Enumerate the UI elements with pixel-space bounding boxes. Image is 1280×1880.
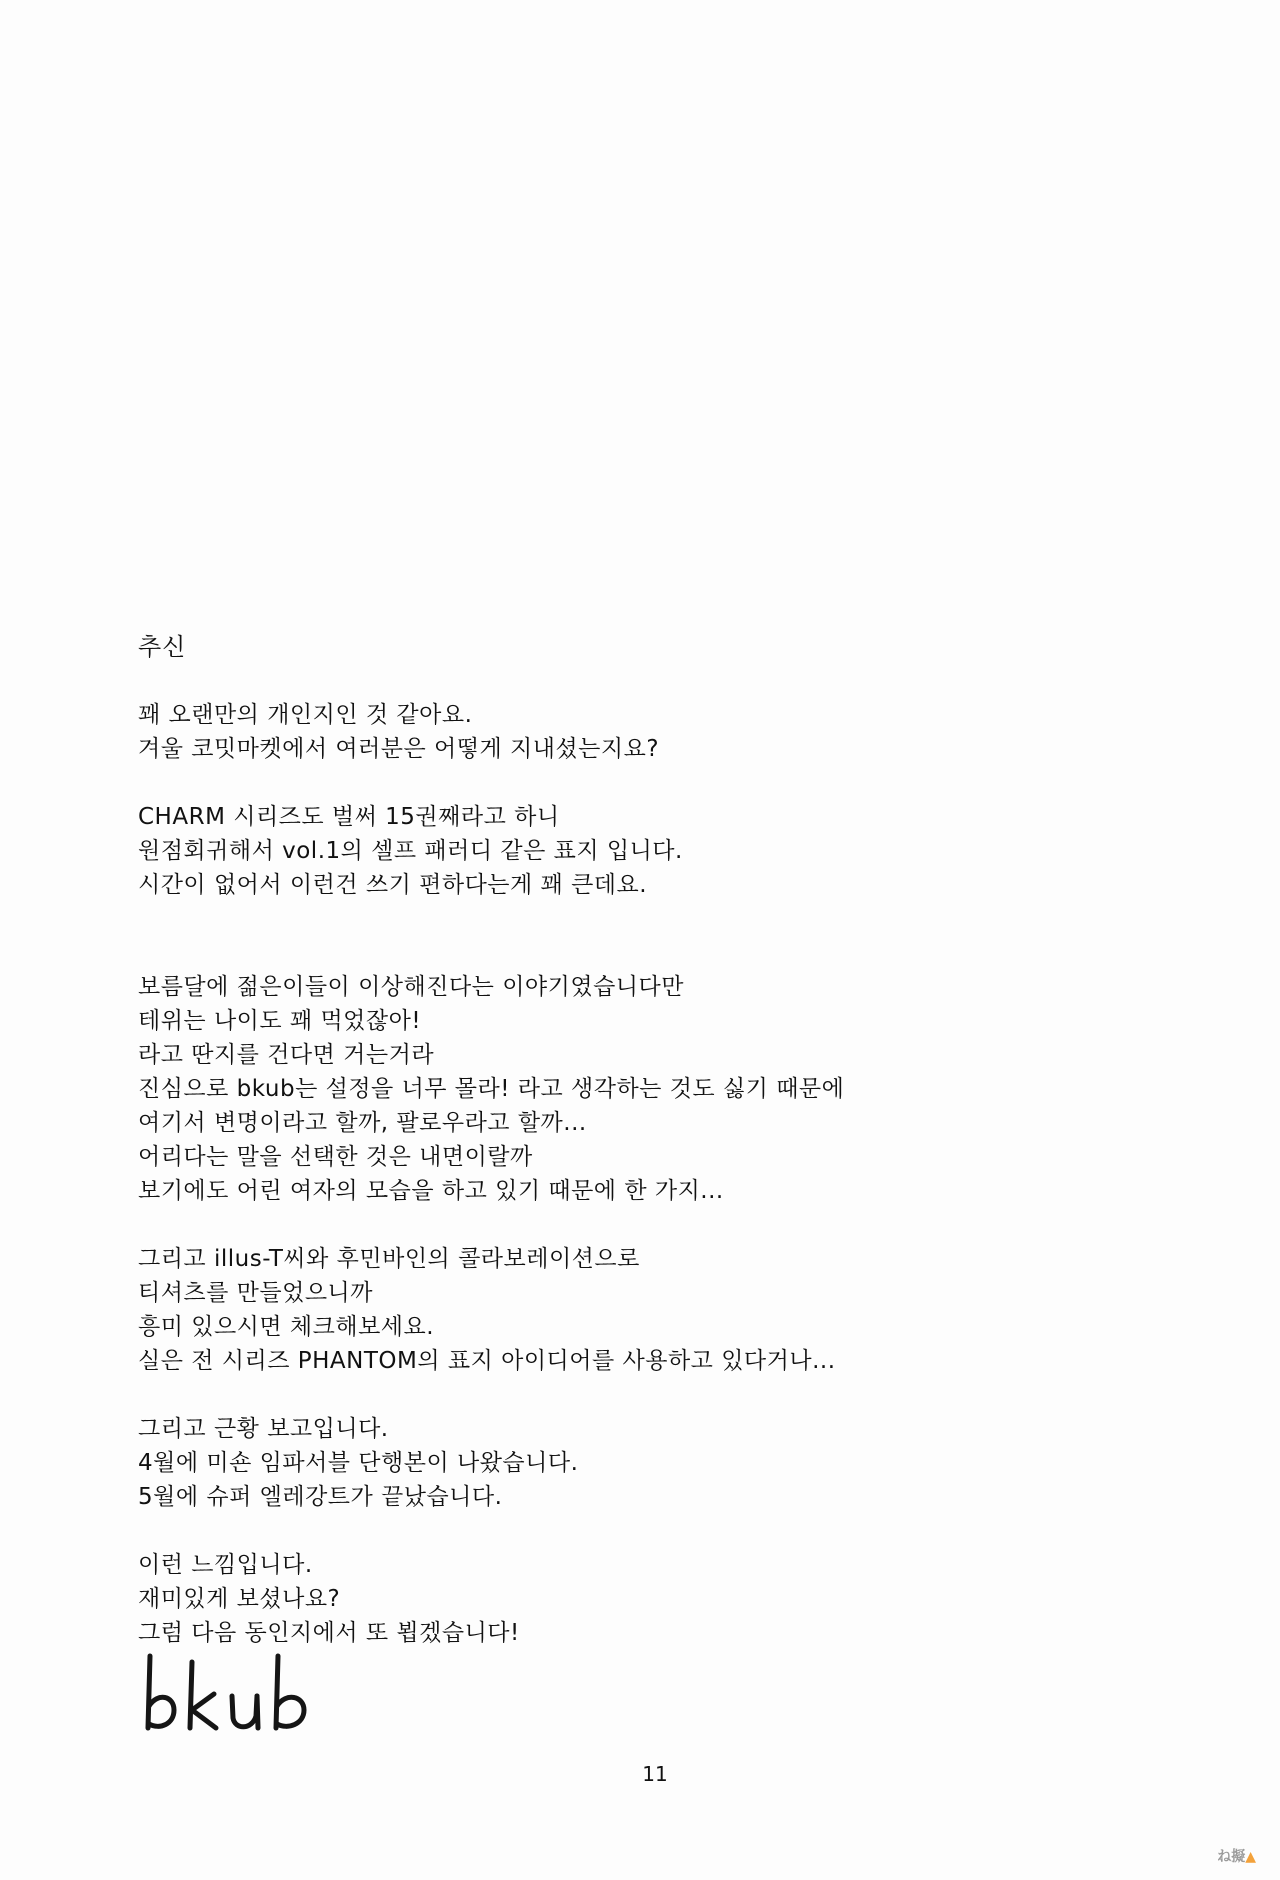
- text-line: 이런 느낌입니다.: [138, 1552, 313, 1578]
- text-line: 그럼 다음 동인지에서 또 뵙겠습니다!: [138, 1620, 520, 1646]
- watermark-text: ね擬: [1217, 1849, 1246, 1865]
- text-line: 실은 전 시리즈 PHANTOM의 표지 아이디어를 사용하고 있다거나...: [138, 1348, 836, 1374]
- text-line: 어리다는 말을 선택한 것은 내면이랄까: [138, 1144, 533, 1170]
- paragraph-2: [138, 800, 1138, 902]
- text-line: 꽤 오랜만의 개인지인 것 같아요.: [138, 702, 473, 728]
- text-line: 5월에 슈퍼 엘레강트가 끝났습니다.: [138, 1484, 503, 1510]
- text-line: 여기서 변명이라고 할까, 팔로우라고 할까...: [138, 1110, 587, 1136]
- text-line: 보기에도 어린 여자의 모습을 하고 있기 때문에 한 가지...: [138, 1178, 724, 1204]
- flame-icon: ▲: [1245, 1849, 1256, 1865]
- text-line: CHARM 시리즈도 벌써 15권째라고 하니: [138, 804, 560, 830]
- text-line: 흥미 있으시면 체크해보세요.: [138, 1314, 435, 1340]
- paragraph-4: [138, 1242, 1138, 1378]
- text-line: 진심으로 bkub는 설정을 너무 몰라! 라고 생각하는 것도 싫기 때문에: [138, 1076, 845, 1102]
- paragraph-6: [138, 1548, 1138, 1650]
- text-line: 그리고 근황 보고입니다.: [138, 1416, 389, 1442]
- text-line: 겨울 코밋마켓에서 여러분은 어떻게 지내셨는지요?: [138, 736, 660, 762]
- text-line: 티셔츠를 만들었으니까: [138, 1280, 373, 1306]
- afterword-text: [138, 630, 1138, 1684]
- watermark: [1217, 1846, 1256, 1866]
- paragraph-3: [138, 970, 1138, 1208]
- page-number: 11: [642, 1762, 668, 1786]
- text-line: 테위는 나이도 꽤 먹었잖아!: [138, 1008, 422, 1034]
- text-line: 보름달에 젊은이들이 이상해진다는 이야기였습니다만: [138, 974, 684, 1000]
- bkub-signature: [140, 1648, 320, 1738]
- text-line: 라고 딴지를 건다면 거는거라: [138, 1042, 435, 1068]
- paragraph-5: [138, 1412, 1138, 1514]
- text-line: 시간이 없어서 이런건 쓰기 편하다는게 꽤 큰데요.: [138, 872, 648, 898]
- text-line: 그리고 illus-T씨와 후민바인의 콜라보레이션으로: [138, 1246, 640, 1272]
- paragraph-1: [138, 698, 1138, 766]
- text-line: 원점회귀해서 vol.1의 셀프 패러디 같은 표지 입니다.: [138, 838, 683, 864]
- text-line: 4월에 미숀 임파서블 단행본이 나왔습니다.: [138, 1450, 579, 1476]
- postscript-heading: 추신: [138, 633, 187, 661]
- text-line: 재미있게 보셨나요?: [138, 1586, 341, 1612]
